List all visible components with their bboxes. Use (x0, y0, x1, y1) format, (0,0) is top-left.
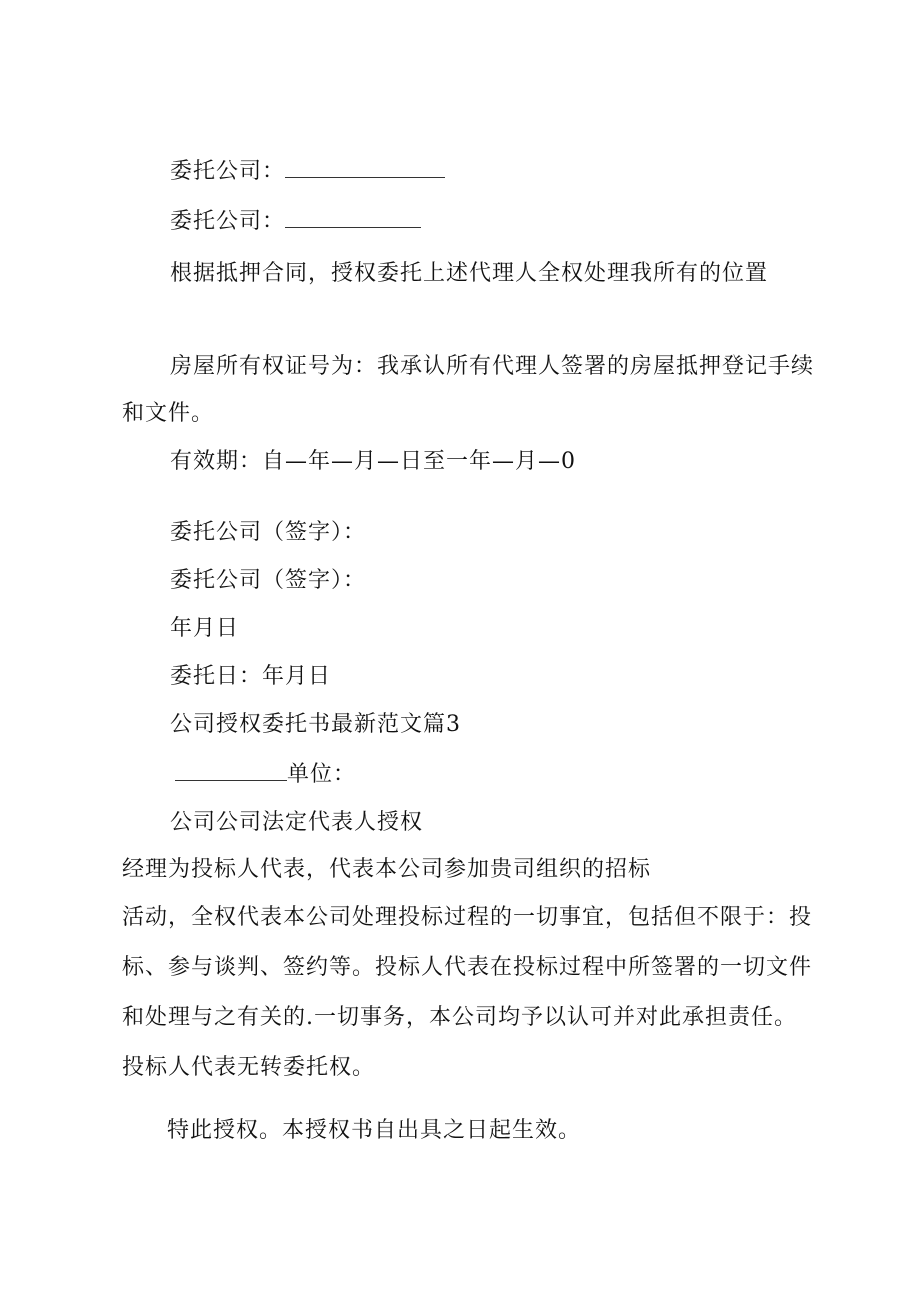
entrusting-company-line-1 (170, 157, 445, 187)
unit-label: 单位： (287, 762, 357, 787)
section-title: 公司授权委托书最新范文篇3 (170, 712, 461, 737)
paragraph-scope-line-1: 活动，全权代表本公司处理投标过程的一切事宜，包括但不限于：投 (122, 905, 813, 930)
entrusting-company-blank-1 (285, 159, 445, 178)
paragraph-scope-line-3: 和处理与之有关的.一切事务，本公司均予以认可并对此承担责任。 (122, 1005, 797, 1030)
entrusting-company-blank-2 (285, 209, 421, 228)
unit-line (175, 760, 356, 790)
date-line: 年月日 (170, 616, 240, 641)
paragraph-certificate-line-2: 和文件。 (122, 401, 215, 426)
signature-line-1: 委托公司（签字）： (170, 520, 367, 545)
paragraph-mortgage: 根据抵押合同，授权委托上述代理人全权处理我所有的位置 (170, 261, 769, 286)
closing-statement: 特此授权。本授权书自出具之日起生效。 (167, 1118, 582, 1143)
paragraph-representative: 经理为投标人代表，代表本公司参加贵司组织的招标 (122, 857, 652, 882)
entrusting-company-label-1: 委托公司： (170, 159, 286, 184)
paragraph-scope-line-4: 投标人代表无转委托权。 (122, 1055, 376, 1080)
entrusting-company-label-2: 委托公司： (170, 209, 286, 234)
paragraph-authorization: 公司公司法定代表人授权 (170, 810, 424, 835)
paragraph-certificate-line-1: 房屋所有权证号为：我承认所有代理人签署的房屋抵押登记手续 (170, 354, 815, 379)
entrust-date-line: 委托日：年月日 (170, 664, 332, 689)
entrusting-company-line-2 (170, 207, 421, 237)
validity-period: 有效期：自—年—月—日至一年—月—0 (170, 449, 576, 474)
signature-line-2: 委托公司（签字）： (170, 568, 367, 593)
paragraph-scope-line-2: 标、参与谈判、签约等。投标人代表在投标过程中所签署的一切文件 (122, 955, 813, 980)
unit-blank (175, 762, 287, 781)
